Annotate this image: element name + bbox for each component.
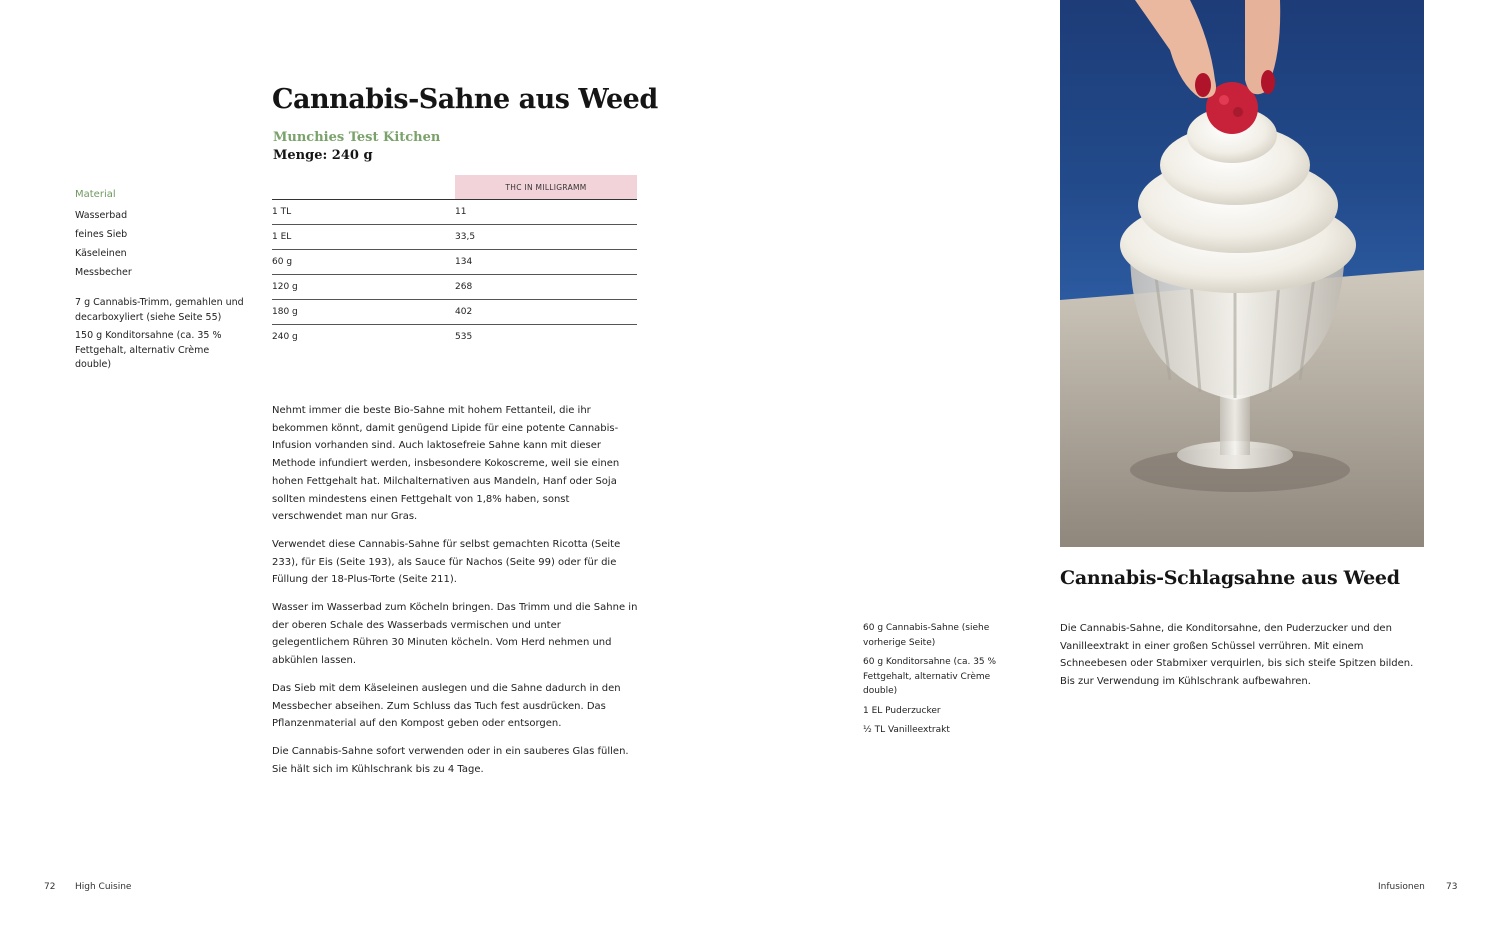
thc-amount-cell: 240 g (272, 332, 298, 342)
thc-table-header: THC IN MILLIGRAMM (455, 175, 637, 200)
recipe-author: Munchies Test Kitchen (273, 130, 441, 145)
thc-value-cell: 134 (455, 250, 637, 275)
thc-amount-cell: 180 g (272, 300, 455, 325)
ingredient-item: ½ TL Vanilleextrakt (863, 725, 950, 735)
ingredient-item: 1 EL Puderzucker (863, 705, 941, 716)
ingredient-item: 60 g Konditorsahne (ca. 35 % Fettgehalt, alternativ Crème double) (863, 657, 997, 696)
table-row (272, 200, 637, 225)
thc-value-cell: 11 (455, 200, 637, 225)
page-number-left: 72 (44, 882, 56, 892)
thc-table (272, 175, 637, 349)
recipe-instructions-2 (1060, 620, 1428, 691)
table-row (272, 225, 637, 250)
ingredient-item: 60 g Cannabis-Sahne (siehe vorherige Seite) (863, 623, 990, 648)
thc-value-cell: 402 (455, 300, 637, 325)
paragraph: Wasser im Wasserbad zum Köcheln bringen. Das Trimm und die Sahne in der oberen Schale des Wasserbads vermischen und unter gelegentlichem Rühren 30 Minuten köcheln. Vom Herd nehmen und abkühlen lassen. (272, 602, 638, 667)
thc-amount-cell: 1 EL (272, 225, 455, 250)
whipped-cream-dessert-photo (1060, 0, 1424, 547)
ingredient-list-2 (863, 621, 1023, 743)
thc-amount-cell: 1 TL (272, 200, 455, 225)
table-row (272, 250, 637, 275)
table-row (272, 325, 637, 350)
material-item: Messbecher (75, 267, 132, 278)
material-heading: Material (75, 189, 116, 200)
material-item: Wasserbad (75, 210, 128, 221)
thc-value-cell: 268 (455, 275, 637, 300)
running-footer-section: Infusionen (1378, 882, 1425, 892)
ingredient-item: 7 g Cannabis-Trimm, gemahlen und decarboxyliert (siehe Seite 55) (75, 297, 244, 323)
recipe-instructions (272, 402, 640, 788)
paragraph: Das Sieb mit dem Käseleinen auslegen und die Sahne dadurch in den Messbecher abseihen. Zum Schluss das Tuch fest ausdrücken. Das Pflanzenmaterial auf den Kompost geben oder entsorgen. (272, 682, 621, 730)
recipe-title: Cannabis-Sahne aus Weed (272, 84, 658, 115)
thc-value-cell: 535 (455, 332, 473, 342)
material-list (75, 206, 132, 282)
table-row (272, 275, 637, 300)
paragraph: Nehmt immer die beste Bio-Sahne mit hohem Fettanteil, die ihr bekommen könnt, damit genügend Lipide für eine potente Cannabis-Infusion vorhanden sind. Auch laktosefreie Sahne kann mit dieser Methode infundiert werden, insbesondere Kokoscreme, weil sie einen hohen Fettgehalt hat. Milchalternativen aus Mandeln, Hanf oder Soja sollten mindestens einen Fettgehalt von 1,8% haben, sonst verschwendet man nur Gras. (272, 405, 620, 523)
thc-amount-cell: 60 g (272, 250, 455, 275)
paragraph: Die Cannabis-Sahne, die Konditorsahne, den Puderzucker und den Vanilleextrakt in einer großen Schüssel verrühren. Mit einem Schneebesen oder Stabmixer verquirlen, bis sich steife Spitzen bilden. Bis zur Verwendung im Kühlschrank aufbewahren. (1060, 623, 1414, 688)
thc-table-empty-header (272, 175, 455, 200)
table-row (272, 300, 637, 325)
page-number-right: 73 (1446, 882, 1458, 892)
material-item: feines Sieb (75, 229, 128, 240)
ingredient-item: 150 g Konditorsahne (ca. 35 % Fettgehalt, alternativ Crème double) (75, 330, 222, 370)
thc-amount-cell: 120 g (272, 275, 455, 300)
running-footer-book: High Cuisine (75, 882, 132, 892)
paragraph: Die Cannabis-Sahne sofort verwenden oder in ein sauberes Glas füllen. Sie hält sich im Kühlschrank bis zu 4 Tage. (272, 745, 629, 775)
thc-value-cell: 33,5 (455, 225, 637, 250)
material-item: Käseleinen (75, 248, 127, 259)
recipe-title-2: Cannabis-Schlagsahne aus Weed (1060, 567, 1400, 589)
paragraph: Verwendet diese Cannabis-Sahne für selbst gemachten Ricotta (Seite 233), für Eis (Seite 193), als Sauce für Nachos (Seite 99) oder für die Füllung der 18-Plus-Torte (Seite 211). (272, 538, 621, 586)
recipe-yield: Menge: 240 g (273, 148, 373, 163)
